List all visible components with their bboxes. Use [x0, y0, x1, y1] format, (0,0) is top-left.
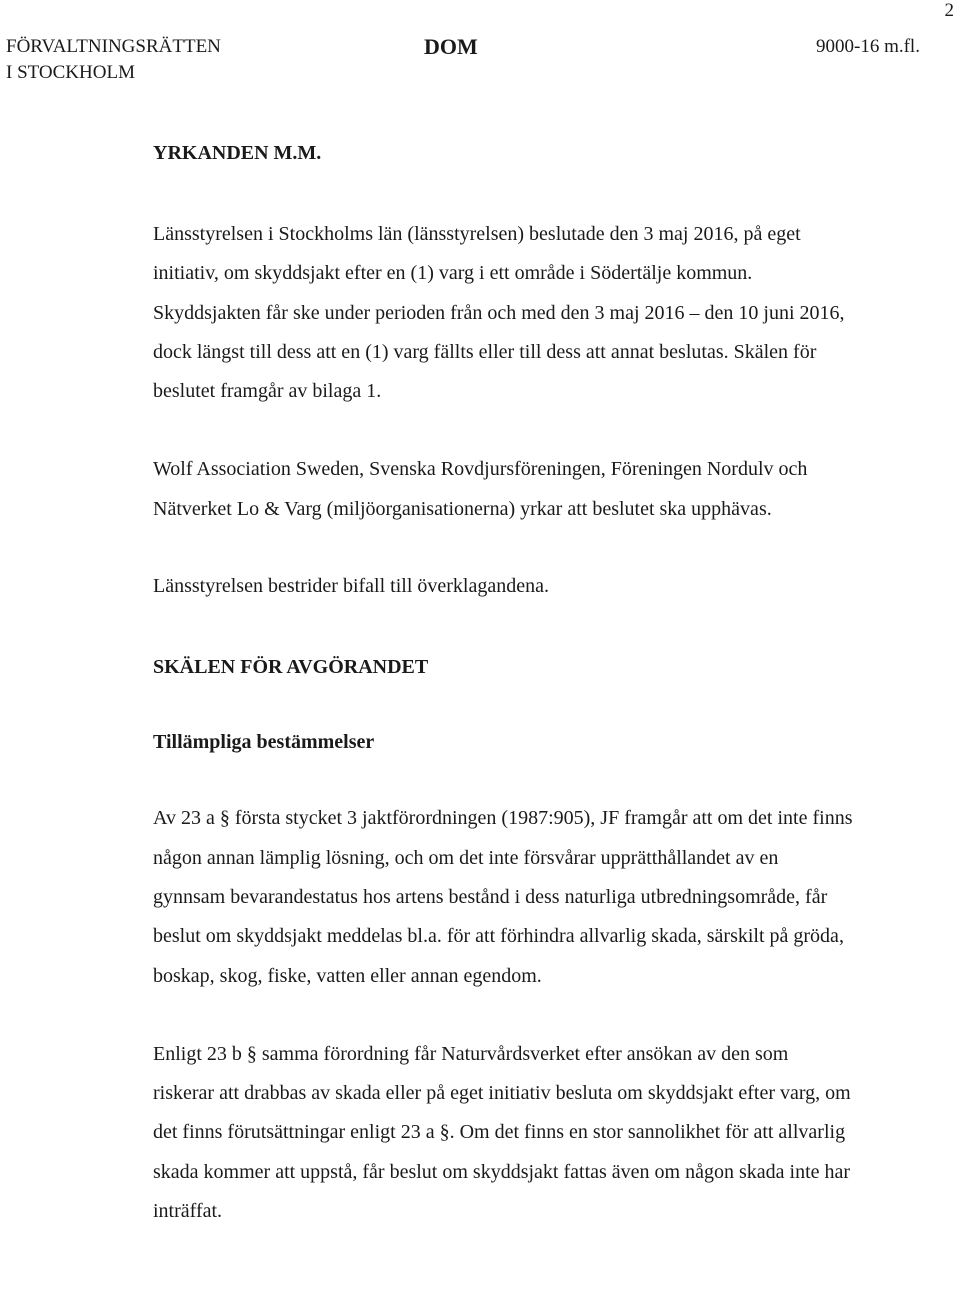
paragraph-appellants: Wolf Association Sweden, Svenska Rovdjursföreningen, Föreningen Nordulv och Nätverket Lo & Varg (miljöorganisationerna) yrkar att beslutet ska upphävas.	[153, 458, 808, 520]
court-name	[6, 34, 221, 86]
heading-reasons: SKÄLEN FÖR AVGÖRANDET	[153, 656, 429, 679]
paragraph-response: Länsstyrelsen bestrider bifall till överklagandena.	[153, 575, 549, 598]
page-number: 2	[944, 0, 954, 21]
subheading-provisions: Tillämpliga bestämmelser	[153, 731, 375, 754]
paragraph-section-23a: Av 23 a § första stycket 3 jaktförordningen (1987:905), JF framgår att om det inte finns någon annan lämplig lösning, och om det inte försvårar upprätthållandet av en gynnsam bevarandestatus hos artens bestånd i dess naturliga utbredningsområde, får beslut om skyddsjakt meddelas bl.a. för att förhindra allvarlig skada, särskilt på gröda, boskap, skog, fiske, vatten eller annan egendom.	[153, 807, 853, 987]
document-body	[153, 135, 853, 1231]
court-name-line1: FÖRVALTNINGSRÄTTEN	[6, 36, 221, 57]
heading-claims: YRKANDEN M.M.	[153, 142, 322, 164]
document-header	[6, 34, 946, 86]
court-name-line2: I STOCKHOLM	[6, 62, 135, 83]
document-type: DOM	[424, 34, 478, 59]
case-number: 9000-16 m.fl.	[816, 36, 920, 57]
paragraph-decision: Länsstyrelsen i Stockholms län (länsstyrelsen) beslutade den 3 maj 2016, på eget initiativ, om skyddsjakt efter en (1) varg i ett område i Södertälje kommun. Skyddsjakten får ske under perioden från och med den 3 maj 2016 – den 10 juni 2016, dock längst till dess att en (1) varg fällts eller till dess att annat beslutas. Skälen för beslutet framgår av bilaga 1.	[153, 223, 845, 403]
paragraph-section-23b: Enligt 23 b § samma förordning får Naturvårdsverket efter ansökan av den som riskerar att drabbas av skada eller på eget initiativ besluta om skyddsjakt efter varg, om det finns förutsättningar enligt 23 a §. Om det finns en stor sannolikhet för att allvarlig skada kommer att uppstå, får beslut om skyddsjakt fattas även om någon skada inte har inträffat.	[153, 1042, 851, 1223]
